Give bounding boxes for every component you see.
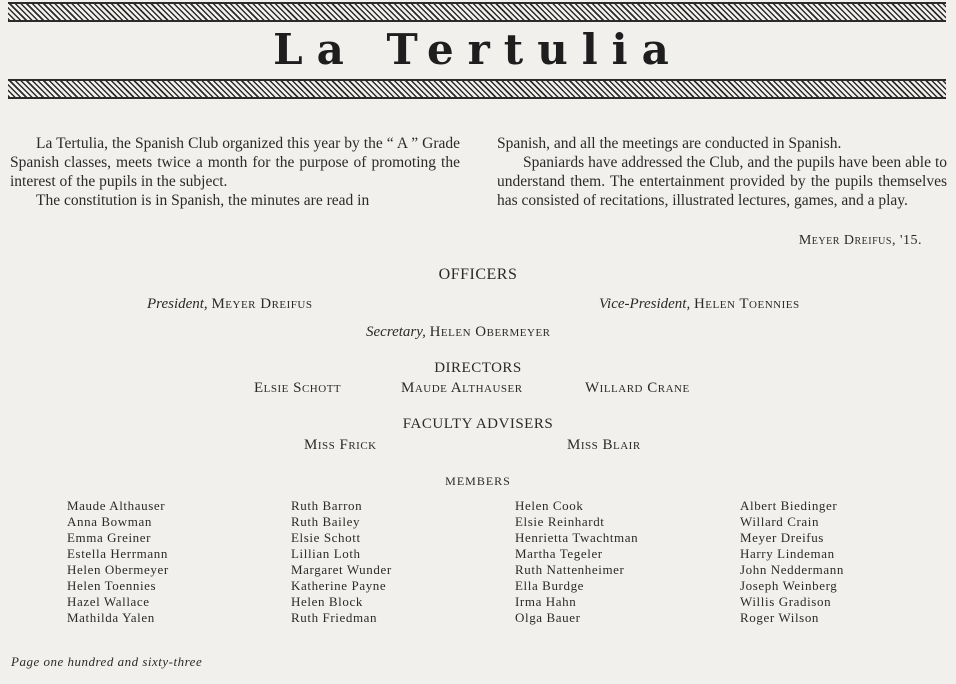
members-column [740, 498, 844, 626]
officers-heading: OFFICERS [438, 266, 518, 283]
header-rule-top [8, 2, 946, 22]
member-name: Harry Lindeman [740, 546, 835, 561]
member-name: Roger Wilson [740, 610, 820, 625]
member-name: Willard Crain [740, 514, 820, 529]
secretary-label: Secretary, [366, 324, 426, 340]
member-name: Katherine Payne [291, 578, 387, 593]
intro-paragraph: La Tertulia, the Spanish Club organized this year by the “ A ” Grade Spanish classes, meets twice a month for the purpose of promoting the interest of the pupils in the subject. [10, 135, 460, 190]
member-name: Irma Hahn [515, 594, 577, 609]
adviser-name: Miss Blair [567, 437, 641, 453]
intro-right-column [497, 134, 947, 210]
secretary-name: Helen Obermeyer [429, 324, 551, 340]
member-name: Hazel Wallace [67, 594, 150, 609]
member-name: Olga Bauer [515, 610, 581, 625]
director-name: Maude Althauser [401, 380, 523, 396]
adviser-name: Miss Frick [304, 437, 377, 453]
author-signature: Meyer Dreifus, '15. [798, 233, 922, 248]
members-column [67, 498, 169, 626]
member-name: Anna Bowman [67, 514, 152, 529]
director-name: Elsie Schott [254, 380, 342, 396]
vice-president-label: Vice-President, [599, 296, 691, 312]
vice-president-line [599, 296, 800, 313]
member-name: Helen Block [291, 594, 363, 609]
member-name: Ruth Barron [291, 498, 363, 513]
member-name: Henrietta Twachtman [515, 530, 639, 545]
intro-paragraph: Spaniards have addressed the Club, and the pupils have been able to understand them. The entertainment provided by the pupils themselves has consisted of recitations, illustrated lectures, games, and a play. [497, 154, 947, 209]
intro-left-column [10, 134, 460, 210]
vice-president-name: Helen Toennies [693, 296, 800, 312]
member-name: Ella Burdge [515, 578, 585, 593]
president-name: Meyer Dreifus [211, 296, 313, 312]
member-name: John Neddermann [740, 562, 844, 577]
header-rule-bottom [8, 79, 946, 99]
member-name: Martha Tegeler [515, 546, 603, 561]
member-name: Helen Cook [515, 498, 584, 513]
member-name: Helen Toennies [67, 578, 157, 593]
member-name: Willis Gradison [740, 594, 832, 609]
intro-paragraph: Spanish, and all the meetings are conducted in Spanish. [497, 135, 842, 152]
members-column [291, 498, 392, 626]
secretary-line [366, 324, 551, 341]
member-name: Joseph Weinberg [740, 578, 838, 593]
president-label: President, [147, 296, 208, 312]
member-name: Helen Obermeyer [67, 562, 169, 577]
member-name: Elsie Schott [291, 530, 361, 545]
member-name: Ruth Friedman [291, 610, 378, 625]
director-name: Willard Crane [585, 380, 690, 396]
advisers-heading: FACULTY ADVISERS [402, 416, 554, 432]
member-name: Albert Biedinger [740, 498, 838, 513]
page-title: La Tertulia [273, 25, 683, 74]
member-name: Ruth Bailey [291, 514, 361, 529]
member-name: Emma Greiner [67, 530, 152, 545]
member-name: Elsie Reinhardt [515, 514, 605, 529]
page-number-footer: Page one hundred and sixty-three [11, 654, 203, 669]
members-column [515, 498, 638, 626]
member-name: Lillian Loth [291, 546, 361, 561]
member-name: Meyer Dreifus [740, 530, 824, 545]
member-name: Estella Herrmann [67, 546, 168, 561]
members-heading: MEMBERS [445, 474, 511, 488]
member-name: Maude Althauser [67, 498, 166, 513]
intro-paragraph: The constitution is in Spanish, the minutes are read in [36, 192, 370, 209]
member-name: Ruth Nattenheimer [515, 562, 625, 577]
president-line [147, 296, 312, 313]
member-name: Mathilda Yalen [67, 610, 155, 625]
member-name: Margaret Wunder [291, 562, 392, 577]
directors-heading: DIRECTORS [434, 360, 522, 376]
